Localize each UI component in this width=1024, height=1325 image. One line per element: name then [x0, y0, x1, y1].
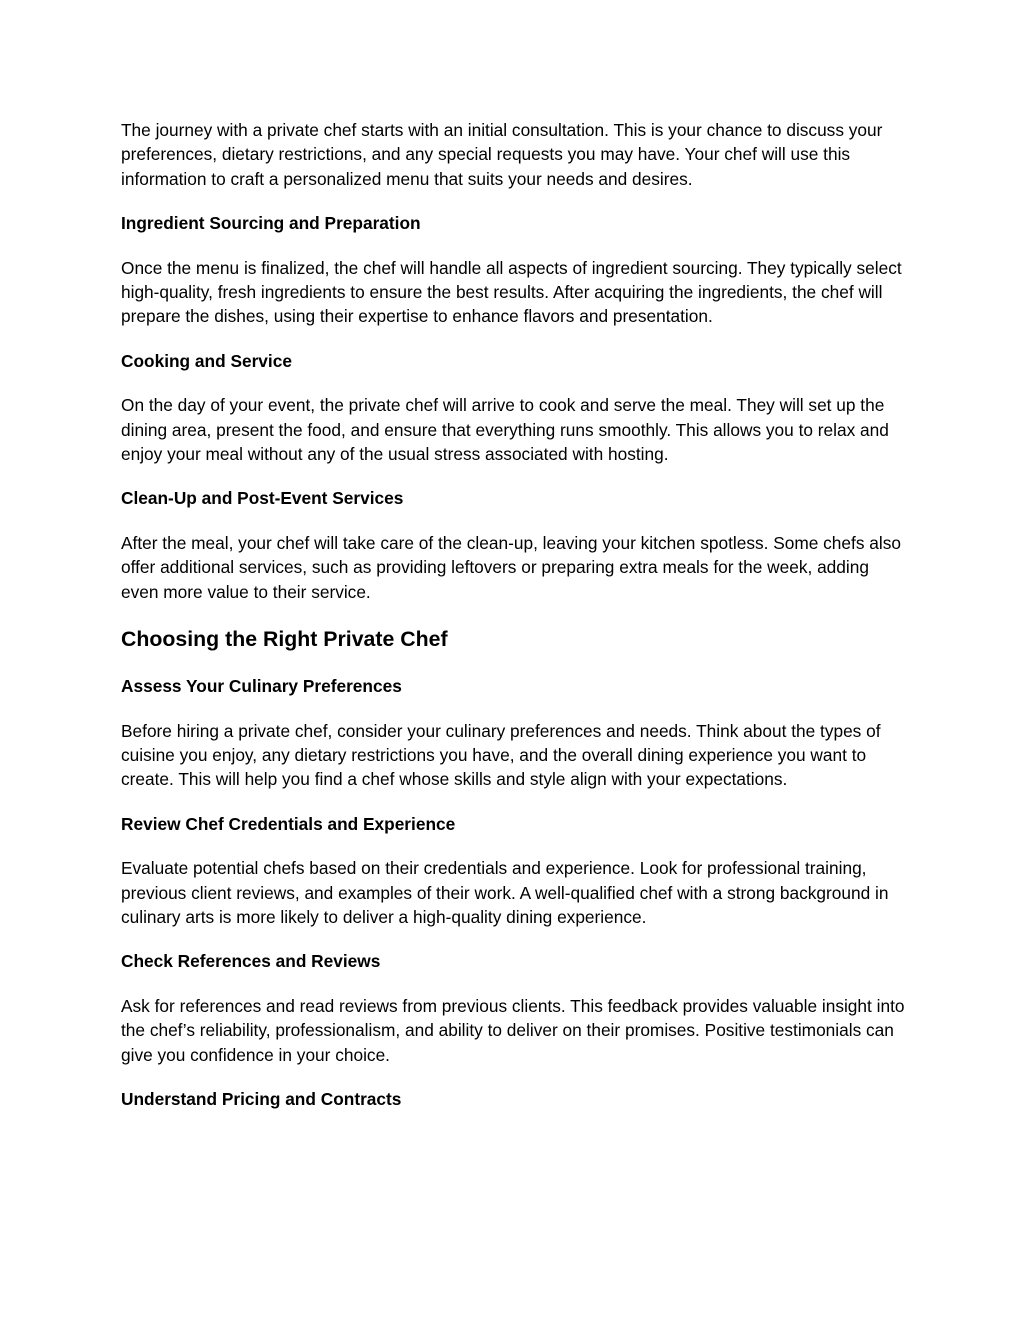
review-credentials-paragraph: Evaluate potential chefs based on their credentials and experience. Look for professional training, previous client reviews, and examples of their work. A well-qualified chef with a strong background in culinary arts is more likely to deliver a high-quality dining experience.	[121, 858, 889, 927]
ingredient-sourcing-paragraph: Once the menu is finalized, the chef will handle all aspects of ingredient sourcing. They typically select high-quality, fresh ingredients to ensure the best results. After acquiring the ingredients, the chef will prepare the dishes, using their expertise to enhance flavors and presentation.	[121, 257, 902, 327]
ingredient-sourcing-heading: Ingredient Sourcing and Preparation	[121, 213, 421, 234]
cooking-service-heading: Cooking and Service	[121, 350, 292, 371]
choosing-chef-section-heading: Choosing the Right Private Chef	[121, 627, 448, 652]
cooking-service-paragraph: On the day of your event, the private chef will arrive to cook and serve the meal. They will set up the dining area, present the food, and ensure that everything runs smoothly. This allows you to relax and enjoy your meal without any of the usual stress associated with hosting.	[121, 395, 889, 465]
assess-preferences-heading: Assess Your Culinary Preferences	[121, 676, 402, 697]
check-references-heading: Check References and Reviews	[121, 951, 381, 972]
review-credentials-heading: Review Chef Credentials and Experience	[121, 813, 456, 834]
cleanup-paragraph: After the meal, your chef will take care of the clean-up, leaving your kitchen spotless. Some chefs also offer additional services, such as providing leftovers or preparing extra meals for the week, adding even more value to their service.	[121, 532, 901, 602]
check-references-paragraph: Ask for references and read reviews from previous clients. This feedback provides valuable insight into the chef’s reliability, professionalism, and ability to deliver on their promises. Positive testimonials can give you confidence in your choice.	[121, 995, 905, 1065]
pricing-contracts-heading: Understand Pricing and Contracts	[121, 1088, 402, 1109]
cleanup-heading: Clean-Up and Post-Event Services	[121, 488, 404, 509]
intro-paragraph: The journey with a private chef starts with an initial consultation. This is your chance to discuss your preferences, dietary restrictions, and any special requests you may have. Your chef will use this information to craft a personalized menu that suits your needs and desires.	[121, 120, 883, 189]
document-page	[121, 118, 911, 1131]
assess-preferences-paragraph: Before hiring a private chef, consider your culinary preferences and needs. Think about the types of cuisine you enjoy, any dietary restrictions you have, and the overall dining experience you want to create. This will help you find a chef whose skills and style align with your expectations.	[121, 720, 881, 790]
